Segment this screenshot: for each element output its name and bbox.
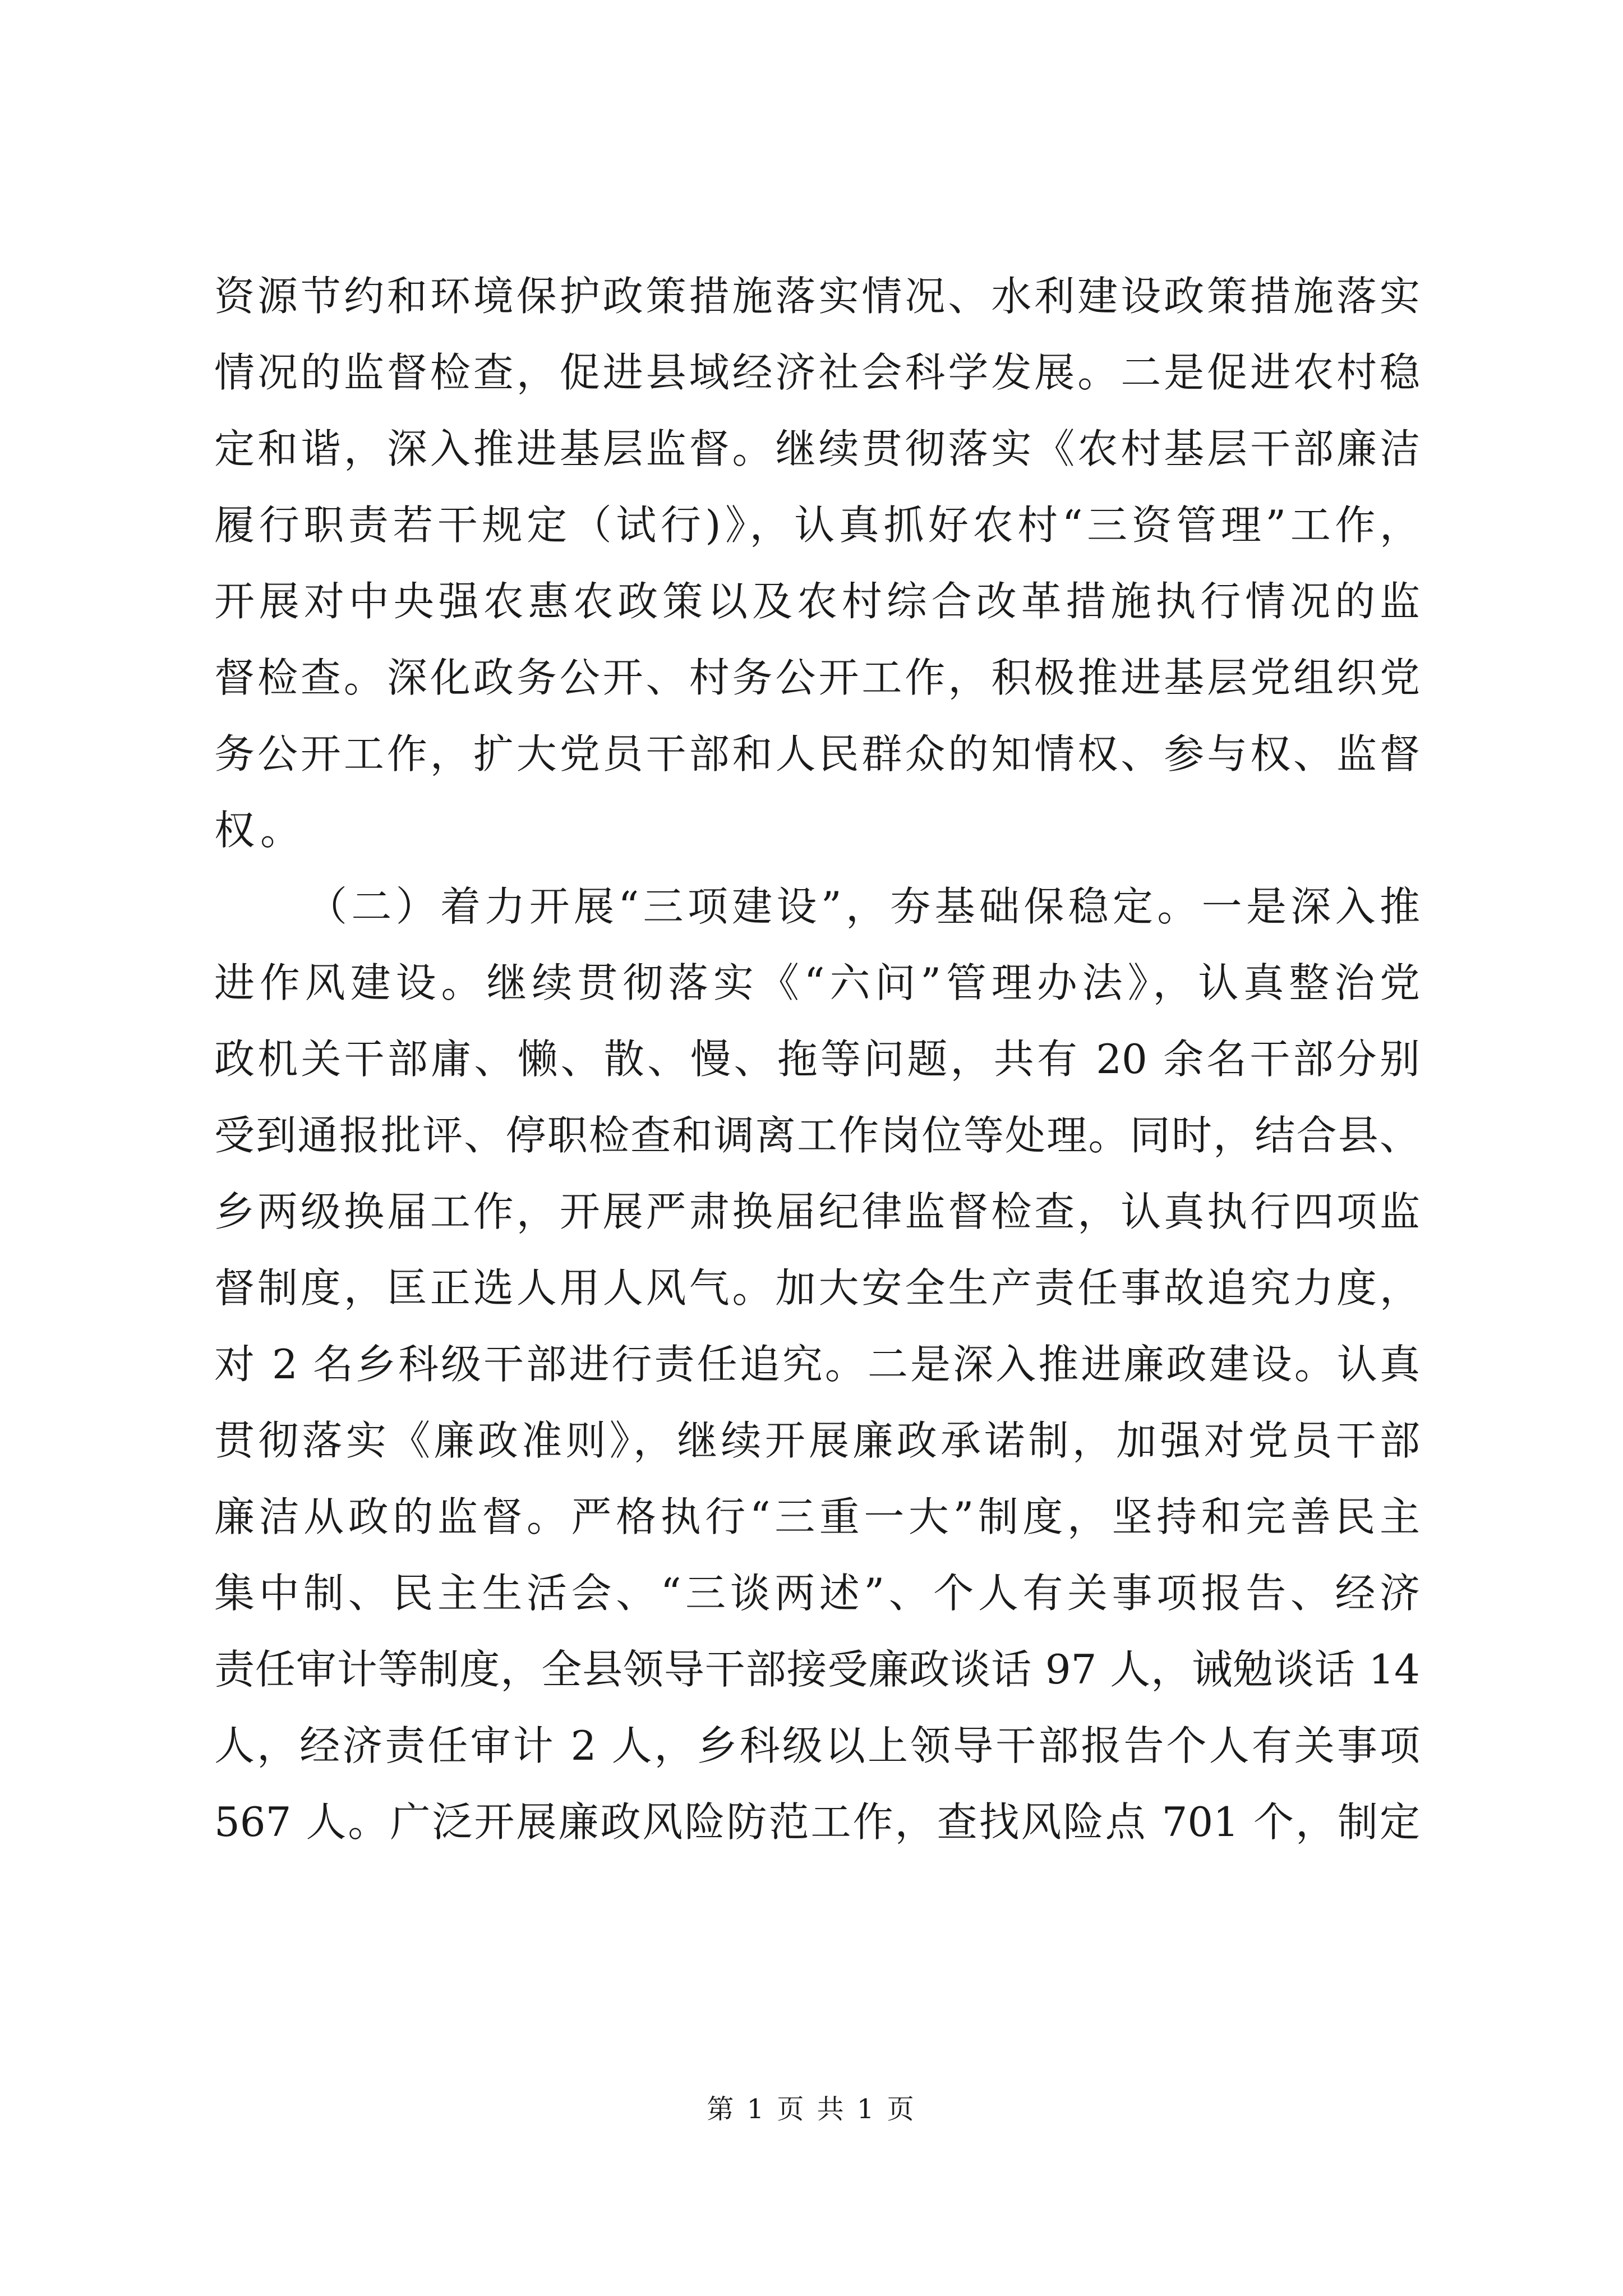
page-footer [0, 2092, 1623, 2126]
text-line: 进作风建设。继续贯彻落实《“六问”管理办法》，认真整治党 [214, 959, 1420, 1006]
text-line: 开展对中央强农惠农政策以及农村综合改革措施执行情况的监 [214, 578, 1420, 625]
text-line: 资源节约和环境保护政策措施落实情况、水利建设政策措施落实 [214, 273, 1420, 320]
text-line: 定和谐，深入推进基层监督。继续贯彻落实《农村基层干部廉洁 [214, 425, 1420, 472]
text-line: 集中制、民主生活会、“三谈两述”、个人有关事项报告、经济 [214, 1570, 1420, 1617]
text-line: 务公开工作，扩大党员干部和人民群众的知情权、参与权、监督 [214, 730, 1420, 777]
text-line: 责任审计等制度，全县领导干部接受廉政谈话 97 人，诫勉谈话 14 [214, 1646, 1420, 1693]
text-line: 督制度，匡正选人用人风气。加大安全生产责任事故追究力度， [214, 1264, 1420, 1312]
text-line: 情况的监督检查，促进县域经济社会科学发展。二是促进农村稳 [214, 349, 1420, 396]
section-heading-line: （二）着力开展“三项建设”，夯基础保稳定。一是深入推 [307, 883, 1420, 930]
body-text [214, 258, 1420, 1860]
text-line: 人，经济责任审计 2 人，乡科级以上领导干部报告个人有关事项 [214, 1722, 1420, 1769]
text-line: 567 人。广泛开展廉政风险防范工作，查找风险点 701 个，制定 [214, 1798, 1420, 1846]
text-line: 对 2 名乡科级干部进行责任追究。二是深入推进廉政建设。认真 [214, 1341, 1420, 1388]
text-line: 权。 [214, 807, 307, 854]
text-line: 乡两级换届工作，开展严肃换届纪律监督检查，认真执行四项监 [214, 1188, 1420, 1235]
page-number: 第 1 页 共 1 页 [707, 2093, 916, 2125]
text-line: 履行职责若干规定（试行)》，认真抓好农村“三资管理”工作， [214, 501, 1420, 549]
text-line: 受到通报批评、停职检查和调离工作岗位等处理。同时，结合县、 [214, 1112, 1420, 1159]
text-line: 政机关干部庸、懒、散、慢、拖等问题，共有 20 余名干部分别 [214, 1036, 1420, 1083]
text-line: 贯彻落实《廉政准则》，继续开展廉政承诺制，加强对党员干部 [214, 1417, 1420, 1464]
text-line: 督检查。深化政务公开、村务公开工作，积极推进基层党组织党 [214, 654, 1420, 701]
text-line: 廉洁从政的监督。严格执行“三重一大”制度，坚持和完善民主 [214, 1493, 1420, 1540]
